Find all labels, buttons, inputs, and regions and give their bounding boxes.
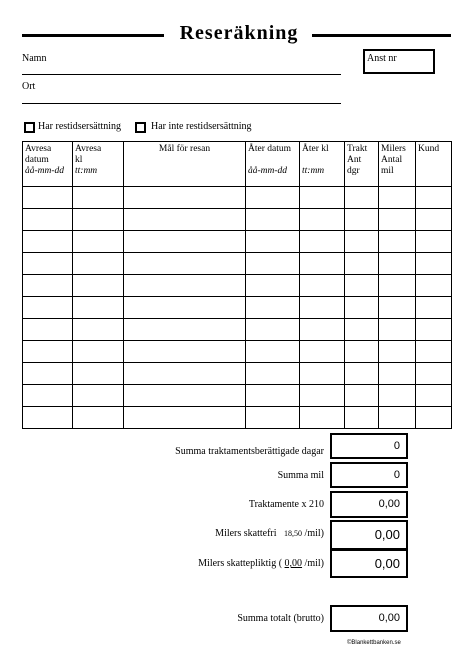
taxable-mileage-label: Milers skattepliktig ( 0,00 /mil)	[198, 558, 324, 569]
table-row	[23, 341, 452, 363]
table-cell[interactable]	[246, 385, 300, 407]
trip-table	[22, 141, 452, 429]
col-header-destination: Mål för resan	[124, 142, 246, 187]
table-cell[interactable]	[345, 209, 379, 231]
allowance-box[interactable]	[330, 491, 408, 518]
table-cell[interactable]	[416, 187, 452, 209]
table-cell[interactable]	[379, 341, 416, 363]
table-row	[23, 209, 452, 231]
table-cell[interactable]	[73, 275, 124, 297]
table-cell[interactable]	[73, 363, 124, 385]
table-cell[interactable]	[73, 341, 124, 363]
table-cell[interactable]	[300, 297, 345, 319]
col-header-return-date: Åter datum åå-mm-dd	[246, 142, 300, 187]
table-cell[interactable]	[124, 209, 246, 231]
table-cell[interactable]	[379, 209, 416, 231]
total-box[interactable]	[330, 605, 408, 632]
days-sum-label: Summa traktamentsberättigade dagar	[175, 446, 324, 457]
without-travel-comp-label: Har inte restidsersättning	[151, 121, 252, 132]
taxable-rate: 0,00	[284, 558, 303, 569]
table-row	[23, 363, 452, 385]
table-cell[interactable]	[416, 341, 452, 363]
table-cell[interactable]	[379, 187, 416, 209]
table-cell[interactable]	[23, 231, 73, 253]
table-cell[interactable]	[23, 253, 73, 275]
table-cell[interactable]	[345, 253, 379, 275]
table-cell[interactable]	[379, 253, 416, 275]
taxfree-rate: 18,50	[284, 529, 303, 538]
table-cell[interactable]	[246, 363, 300, 385]
table-cell[interactable]	[246, 319, 300, 341]
table-cell[interactable]	[124, 275, 246, 297]
table-cell[interactable]	[345, 341, 379, 363]
table-cell[interactable]	[124, 341, 246, 363]
table-cell[interactable]	[73, 407, 124, 429]
table-cell[interactable]	[246, 341, 300, 363]
table-cell[interactable]	[345, 187, 379, 209]
table-cell[interactable]	[416, 297, 452, 319]
table-cell[interactable]	[345, 231, 379, 253]
name-label: Namn	[22, 53, 47, 64]
mil-sum-value: 0	[393, 469, 400, 481]
table-cell[interactable]	[23, 407, 73, 429]
taxable-mileage-box[interactable]	[330, 549, 408, 578]
table-cell[interactable]	[73, 297, 124, 319]
table-row	[23, 407, 452, 429]
table-cell[interactable]	[416, 209, 452, 231]
with-travel-comp-checkbox[interactable]	[24, 122, 35, 133]
table-row	[23, 319, 452, 341]
days-sum-value: 0	[393, 440, 400, 452]
table-cell[interactable]	[73, 209, 124, 231]
table-cell[interactable]	[416, 231, 452, 253]
table-row	[23, 187, 452, 209]
page-title: Reseräkning	[179, 22, 299, 44]
title-rule-left	[22, 34, 164, 37]
table-cell[interactable]	[300, 407, 345, 429]
table-cell[interactable]	[246, 407, 300, 429]
allowance-label: Traktamente x 210	[248, 499, 324, 510]
table-cell[interactable]	[246, 231, 300, 253]
table-cell[interactable]	[23, 275, 73, 297]
table-cell[interactable]	[416, 253, 452, 275]
table-cell[interactable]	[23, 297, 73, 319]
table-cell[interactable]	[379, 231, 416, 253]
table-cell[interactable]	[300, 187, 345, 209]
table-cell[interactable]	[246, 253, 300, 275]
table-cell[interactable]	[345, 297, 379, 319]
table-cell[interactable]	[73, 253, 124, 275]
taxfree-mileage-box[interactable]	[330, 520, 408, 550]
table-cell[interactable]	[300, 275, 345, 297]
table-cell[interactable]	[124, 253, 246, 275]
table-cell[interactable]	[23, 187, 73, 209]
table-cell[interactable]	[379, 275, 416, 297]
col-header-return-time: Åter kl tt:mm	[300, 142, 345, 187]
table-cell[interactable]	[379, 407, 416, 429]
total-label: Summa totalt (brutto)	[237, 613, 324, 624]
table-row	[23, 385, 452, 407]
table-cell[interactable]	[300, 385, 345, 407]
table-cell[interactable]	[246, 297, 300, 319]
table-cell[interactable]	[73, 319, 124, 341]
table-row	[23, 253, 452, 275]
mil-sum-box[interactable]	[330, 462, 408, 488]
table-cell[interactable]	[345, 385, 379, 407]
title-rule-right	[312, 34, 451, 37]
table-cell[interactable]	[23, 363, 73, 385]
without-travel-comp-checkbox[interactable]	[135, 122, 146, 133]
table-cell[interactable]	[246, 275, 300, 297]
table-cell[interactable]	[300, 363, 345, 385]
footer-credit: ©Blankettbanken.se	[347, 640, 401, 646]
table-cell[interactable]	[124, 407, 246, 429]
table-cell[interactable]	[23, 385, 73, 407]
name-field-line[interactable]	[22, 74, 341, 75]
table-cell[interactable]	[246, 209, 300, 231]
table-cell[interactable]	[416, 275, 452, 297]
place-label: Ort	[22, 81, 36, 92]
col-header-customer: Kund	[416, 142, 452, 187]
table-cell[interactable]	[416, 385, 452, 407]
taxfree-mileage-value: 0,00	[374, 527, 400, 542]
table-cell[interactable]	[124, 319, 246, 341]
table-cell[interactable]	[23, 341, 73, 363]
mil-sum-label: Summa mil	[277, 470, 324, 481]
table-cell[interactable]	[379, 363, 416, 385]
table-cell[interactable]	[23, 209, 73, 231]
taxfree-mileage-label: Milers skattefri 18,50 /mil)	[215, 528, 324, 539]
table-cell[interactable]	[379, 319, 416, 341]
table-cell[interactable]	[300, 341, 345, 363]
table-row	[23, 275, 452, 297]
taxable-mileage-value: 0,00	[374, 556, 400, 571]
table-cell[interactable]	[416, 407, 452, 429]
employee-no-label: Anst nr	[367, 53, 397, 64]
table-cell[interactable]	[345, 275, 379, 297]
allowance-value: 0,00	[378, 498, 400, 510]
col-header-mileage: Milers Antal mil	[379, 142, 416, 187]
table-cell[interactable]	[300, 319, 345, 341]
table-cell[interactable]	[124, 187, 246, 209]
table-cell[interactable]	[300, 253, 345, 275]
table-cell[interactable]	[300, 231, 345, 253]
table-cell[interactable]	[300, 209, 345, 231]
table-cell[interactable]	[345, 363, 379, 385]
table-cell[interactable]	[73, 187, 124, 209]
table-cell[interactable]	[379, 297, 416, 319]
table-cell[interactable]	[23, 319, 73, 341]
table-cell[interactable]	[246, 187, 300, 209]
with-travel-comp-label: Har restidsersättning	[38, 121, 122, 132]
col-header-departure-date: Avresa datum åå-mm-dd	[23, 142, 73, 187]
table-row	[23, 231, 452, 253]
col-header-departure-time: Avresa kl tt:mm	[73, 142, 124, 187]
table-cell[interactable]	[73, 231, 124, 253]
table-cell[interactable]	[345, 407, 379, 429]
table-cell[interactable]	[124, 385, 246, 407]
table-cell[interactable]	[345, 319, 379, 341]
total-value: 0,00	[378, 612, 400, 624]
place-field-line[interactable]	[22, 103, 341, 104]
table-cell[interactable]	[124, 231, 246, 253]
col-header-allowance-days: Trakt Ant dgr	[345, 142, 379, 187]
table-cell[interactable]	[416, 319, 452, 341]
table-cell[interactable]	[124, 363, 246, 385]
table-cell[interactable]	[124, 297, 246, 319]
days-sum-box[interactable]	[330, 433, 408, 459]
table-row	[23, 297, 452, 319]
table-header-row	[23, 142, 452, 187]
table-cell[interactable]	[73, 385, 124, 407]
table-cell[interactable]	[416, 363, 452, 385]
table-cell[interactable]	[379, 385, 416, 407]
